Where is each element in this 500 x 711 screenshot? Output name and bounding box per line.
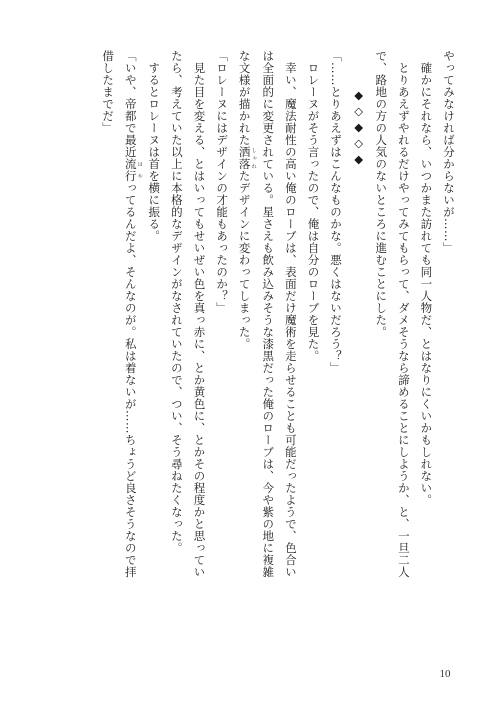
- text-line: たら、考えていた以上に本格的なデザインがなされていたので、つい、そう尋ねたくなった。: [169, 50, 184, 554]
- section-divider: ◆◇◆◇◆: [351, 88, 366, 168]
- text-line: やってみなければ分からないが……」: [442, 50, 456, 254]
- text-line: とりあえずやれるだけやってみてもらって、ダメそうなら諦めることにしようか、と、一旦二人: [396, 50, 411, 578]
- ruby-annotation: 流行 はや: [123, 158, 143, 182]
- vertical-text-body: [35, 50, 460, 645]
- ruby-annotation: 洒落 しゃれ: [237, 146, 257, 170]
- page-number: 10: [439, 668, 451, 680]
- text-line: で、路地の方の人気のないところに進むことにした。: [374, 50, 389, 338]
- text-line: 「……とりあえずはこんなものかな。悪くはないだろう？」: [329, 50, 344, 374]
- text-line: は全面的に変更されている。星さえも飲み込みそうな漆黒だった俺のローブは、今や紫の地に複雑: [261, 50, 276, 578]
- text-line: 幸い、魔法耐性の高い俺のローブは、表面だけ魔術を走らせることも可能だったようで、色合い: [283, 50, 298, 578]
- text-line: 借したまでだ」: [101, 50, 116, 134]
- text-line-with-ruby: な文様が描かれた洒落 しゃれたデザインに変わってしまった。: [237, 50, 257, 350]
- text-line: 確かにそれなら、いつかまた訪れても同一人物だ、とはなりにくいかもしれない。: [419, 50, 434, 506]
- text-line: するとロレーヌは首を横に振る。: [147, 50, 162, 242]
- text-line-with-ruby: 「いや、帝都で最近流行 はやってるんだよ、そんなのが。私は着ないが……ちょうど良さそうなので拝: [123, 50, 143, 578]
- text-line: 見た目を変える、とはいってもせいぜい色を真っ赤に、とか黄色に、とかその程度かと思ってい: [192, 50, 207, 578]
- text-line: ロレーヌがそう言ったので、俺は自分のローブを見た。: [306, 50, 321, 362]
- text-line: 「ロレーヌにはデザインの才能もあったのか？」: [215, 50, 230, 314]
